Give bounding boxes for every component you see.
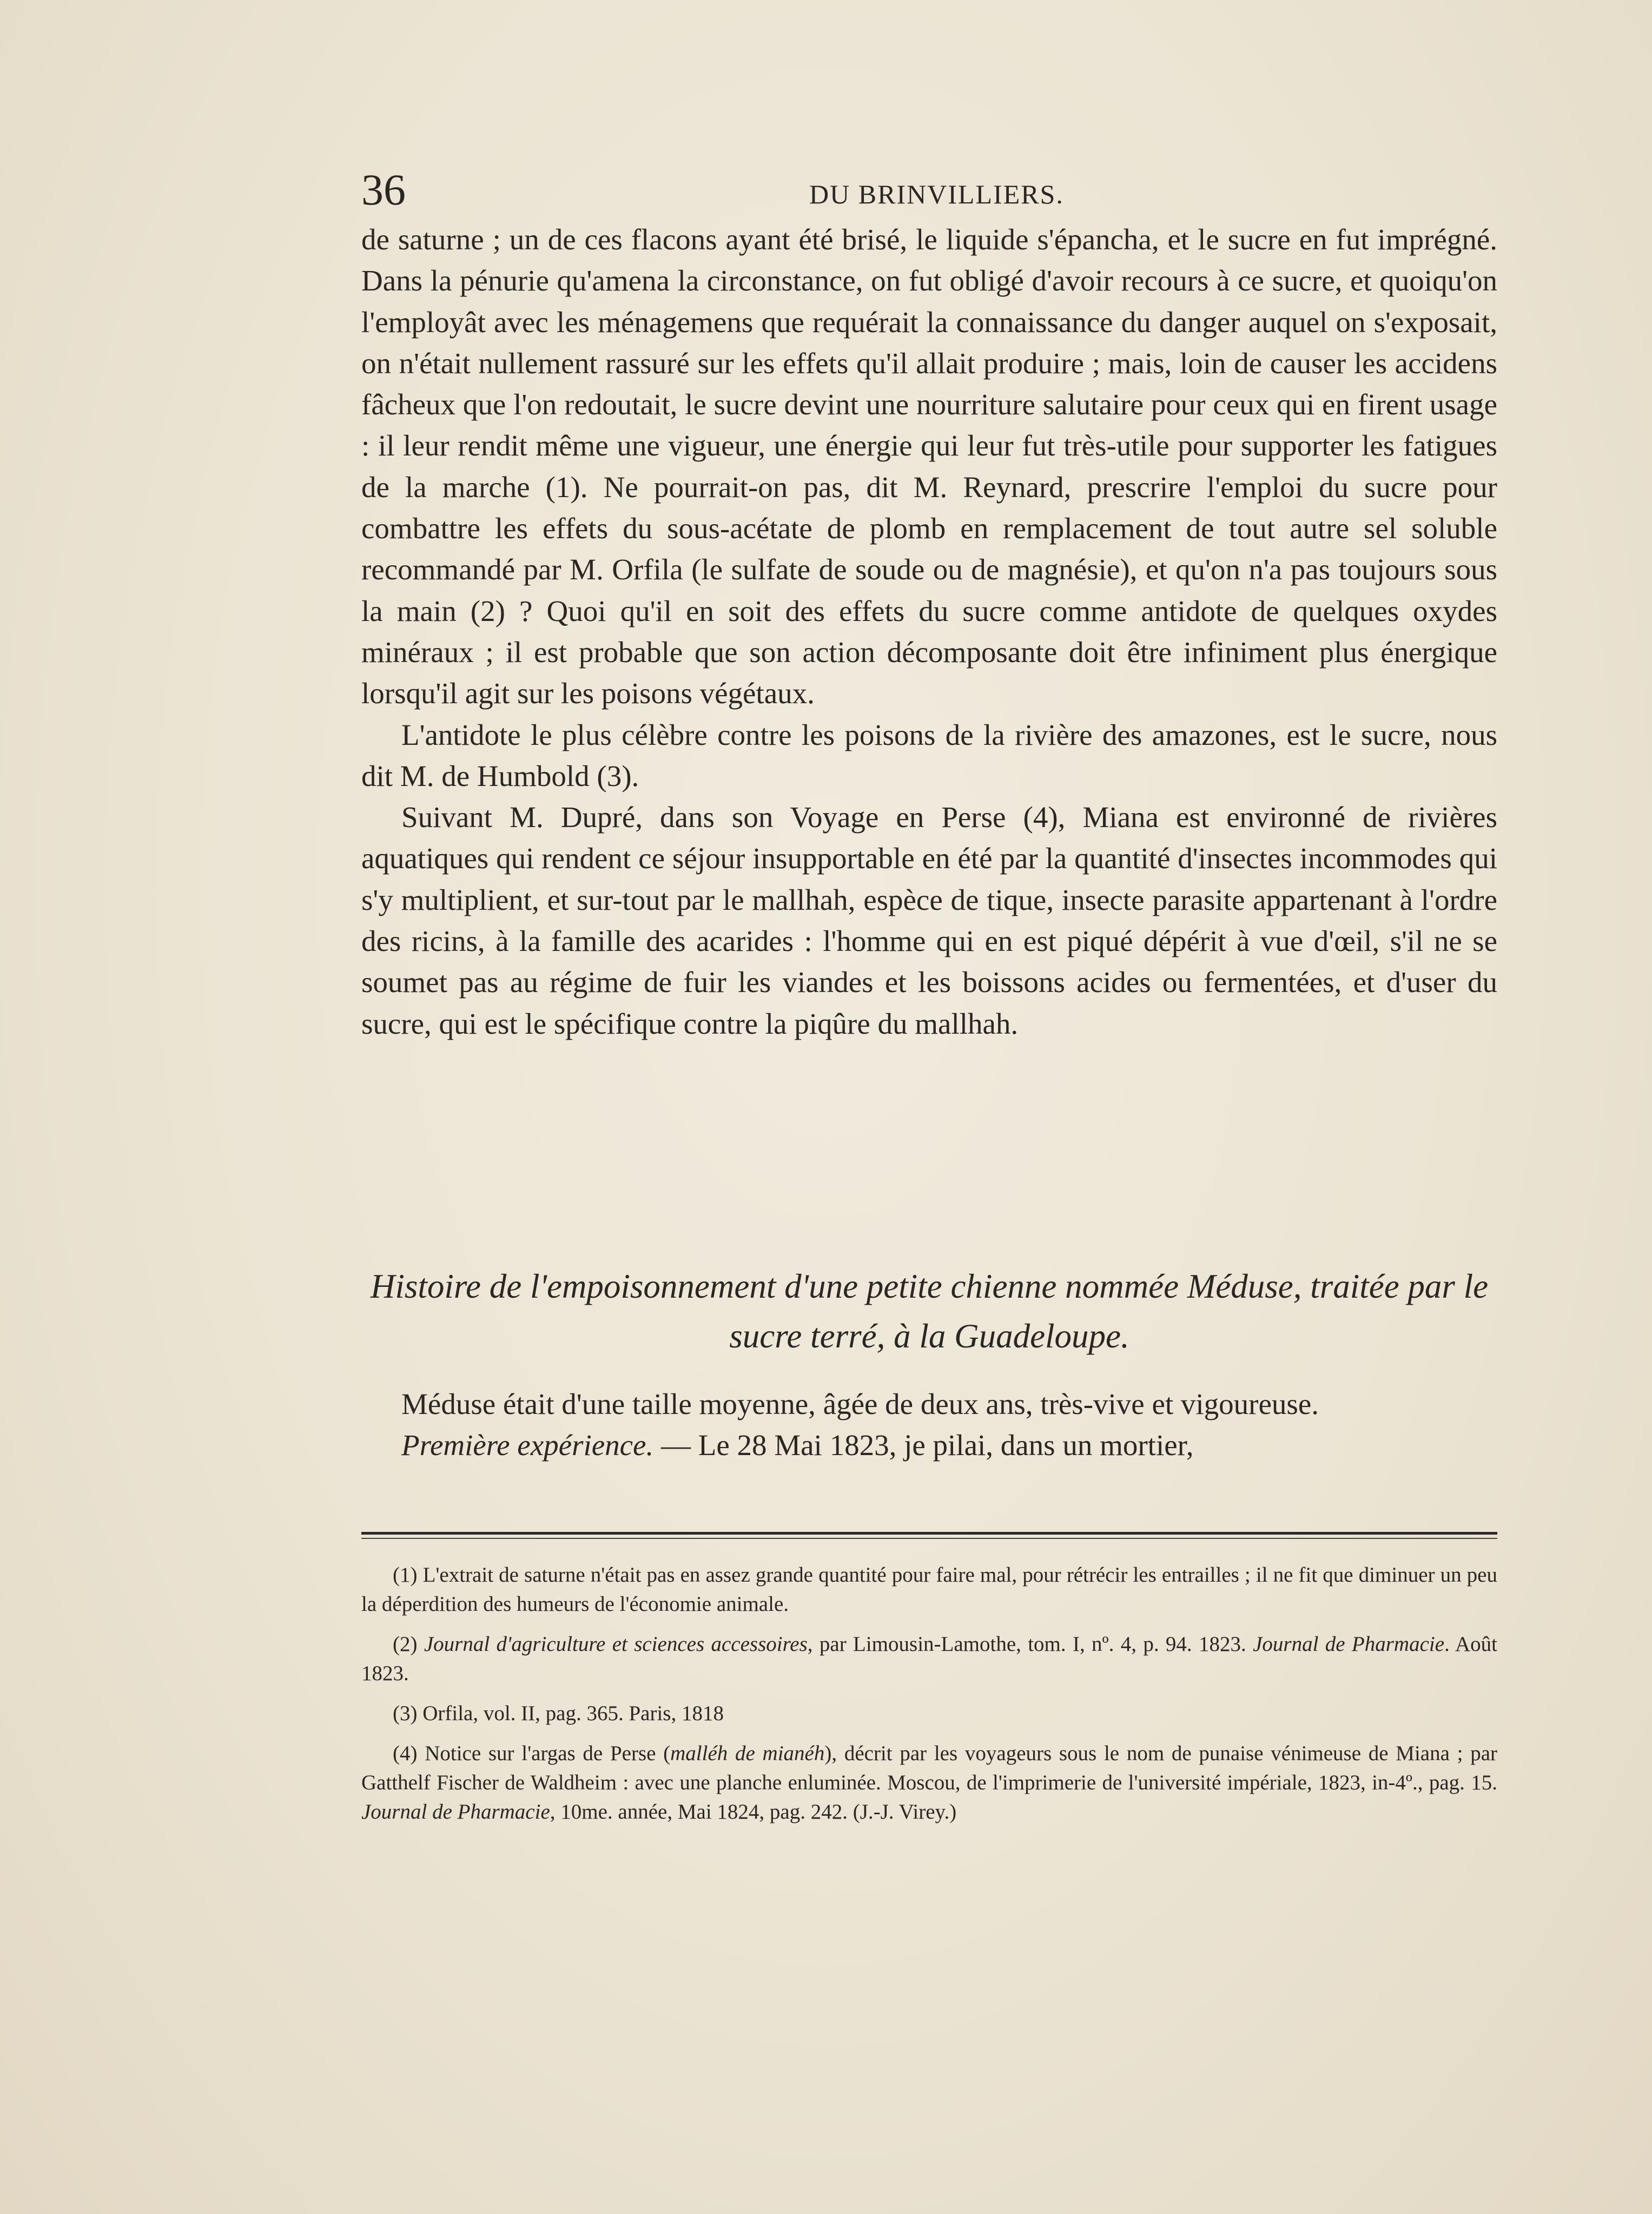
- footnote-1: (1) L'extrait de saturne n'était pas en assez grande quantité pour faire mal, pour rétrécir les entrailles ; il ne fit que diminuer un peu la déperdition des humeurs de l'économie animale.: [361, 1563, 1497, 1616]
- running-head: DU BRINVILLIERS.: [809, 179, 1064, 209]
- experiment-label: Première expérience.: [401, 1429, 654, 1462]
- footnote-2: (2) Journal d'agriculture et sciences accessoires, par Limousin-Lamothe, tom. I, nº. 4, p. 94. 1823. Journal de Pharmacie. Août 1823.: [361, 1633, 1497, 1685]
- footnote-3: (3) Orfila, vol. II, pag. 365. Paris, 1818: [393, 1702, 724, 1725]
- footnotes: [361, 1561, 1497, 1838]
- footnote-4: (4) Notice sur l'argas de Perse (malléh de mianéh), décrit par les voyageurs sous le nom de punaise vénimeuse de Miana ; par Gatthelf Fischer de Waldheim : avec une planche enluminée. Moscou, de l'imprimerie de l'université impériale, 1823, in-4º., pag. 15. Journal de Pharmacie, 10me. année, Mai 1824, pag. 242. (J.-J. Virey.): [361, 1742, 1498, 1823]
- paragraph: L'antidote le plus célèbre contre les poisons de la rivière des amazones, est le sucre, nous dit M. de Humbold (3).: [361, 718, 1497, 792]
- paragraph: [361, 1425, 1497, 1466]
- page-number: 36: [361, 165, 406, 214]
- paragraph: Méduse était d'une taille moyenne, âgée de deux ans, très-vive et vigoureuse.: [401, 1387, 1319, 1420]
- section-text: [361, 1384, 1497, 1466]
- main-text: [361, 219, 1497, 1045]
- footnote-rule: [361, 1532, 1497, 1535]
- section-title: Histoire de l'empoisonnement d'une petite chienne nommée Méduse, traitée par le sucre terré, à la Guadeloupe.: [370, 1267, 1489, 1355]
- paragraph: de saturne ; un de ces flacons ayant été brisé, le liquide s'épancha, et le sucre en fut imprégné. Dans la pénurie qu'amena la circonstance, on fut obligé d'avoir recours à ce sucre, et quoiqu'on l'employât avec les ménagemens que requérait la connaissance du danger auquel on s'exposait, on n'était nullement rassuré sur les effets qu'il allait produire ; mais, loin de causer les accidens fâcheux que l'on redoutait, le sucre devint une nourriture salutaire pour ceux qui en firent usage : il leur rendit même une vigueur, une énergie qui leur fut très-utile pour supporter les fatigues de la marche (1). Ne pourrait-on pas, dit M. Reynard, prescrire l'emploi du sucre pour combattre les effets du sous-acétate de plomb en remplacement de tout autre sel soluble recommandé par M. Orfila (le sulfate de soude ou de magnésie), et qu'on n'a pas toujours sous la main (2) ? Quoi qu'il en soit des effets du sucre comme antidote de quelques oxydes minéraux ; il est probable que son action décomposante doit être infiniment plus énergique lorsqu'il agit sur les poisons végétaux.: [361, 223, 1497, 710]
- page-header: [361, 166, 1497, 214]
- experiment-text: — Le 28 Mai 1823, je pilai, dans un mortier,: [653, 1429, 1194, 1462]
- paragraph: Suivant M. Dupré, dans son Voyage en Perse (4), Miana est environné de rivières aquatiques qui rendent ce séjour insupportable en été par la quantité d'insectes incommodes qui s'y multiplient, et sur-tout par le mallhah, espèce de tique, insecte parasite appartenant à l'ordre des ricins, à la famille des acarides : l'homme qui en est piqué dépérit à vue d'œil, s'il ne se soumet pas au régime de fuir les viandes et les boissons acides ou fermentées, et d'user du sucre, qui est le spécifique contre la piqûre du mallhah.: [361, 801, 1497, 1040]
- footnote-rule-thin: [361, 1538, 1497, 1539]
